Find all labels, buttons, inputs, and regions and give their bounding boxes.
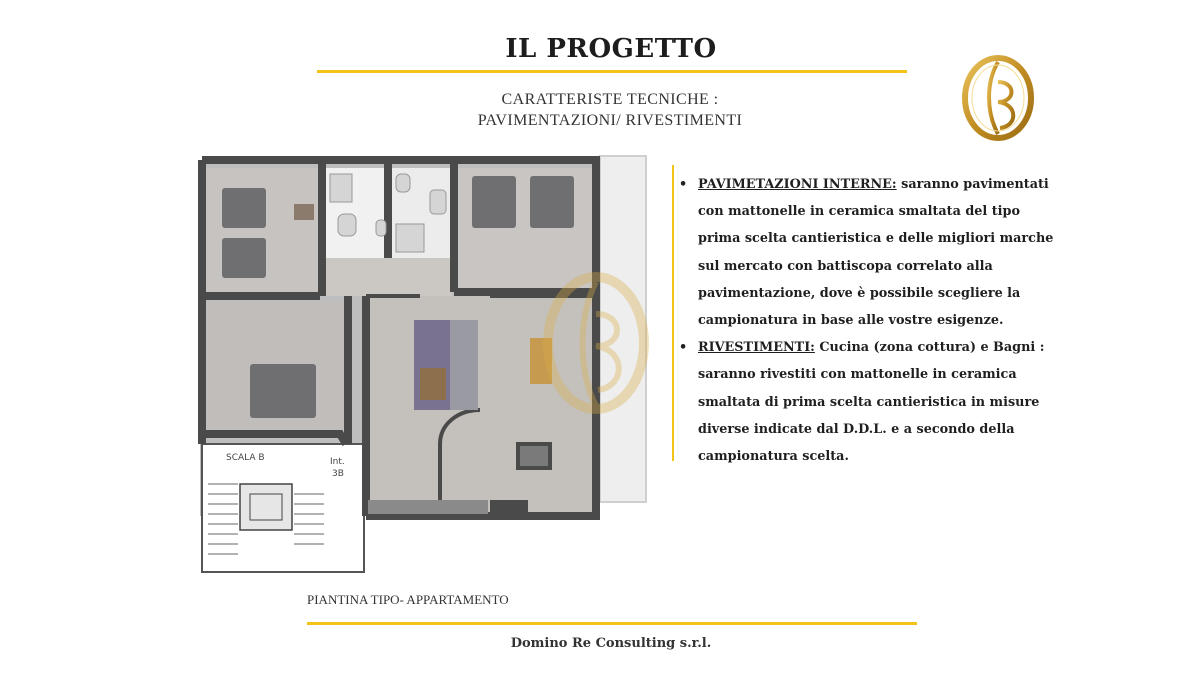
- subtitle-line-1: CARATTERISTE TECNICHE :: [501, 91, 719, 108]
- subtitle-line-2: PAVIMENTAZIONI/ RIVESTIMENTI: [477, 112, 743, 129]
- unit-label-line-2: 3B: [332, 469, 344, 479]
- spec-text-coverings: Cucina (zona cottura) e Bagni : saranno rivestiti con mattonelle in ceramica smaltata di prima scelta cantieristica in misure diverse indicate dal D.D.L. e a secondo della campionatura scelta.: [698, 340, 1045, 465]
- bullet-icon: •: [679, 340, 688, 356]
- bullet-icon: •: [679, 177, 688, 192]
- monogram-logo-icon: [958, 52, 1038, 144]
- title-underline: [317, 70, 907, 73]
- page-title: IL PROGETTO: [505, 34, 717, 64]
- stair-label: SCALA B: [226, 453, 265, 463]
- spec-text-floors: saranno pavimentati con mattonelle in ceramica smaltata del tipo prima scelta cantieristica e delle migliori marche sul mercato con battiscopa correlato alla pavimentazione, dove è possibile scegliere la campionatura in base alle vostre esigenze.: [698, 177, 1054, 329]
- spec-heading-floors: PAVIMETAZIONI INTERNE:: [698, 177, 897, 192]
- spec-heading-coverings: RIVESTIMENTI:: [698, 340, 815, 356]
- spec-item-coverings: [679, 334, 1064, 470]
- watermark-logo-icon: [540, 268, 652, 418]
- unit-label-line-1: Int.: [330, 457, 345, 467]
- spec-list: [679, 171, 1064, 470]
- footer-rule: [307, 622, 917, 625]
- spec-divider: [672, 165, 674, 461]
- footer-company: Domino Re Consulting s.r.l.: [510, 636, 712, 651]
- spec-item-floors: [679, 171, 1064, 334]
- floor-plan-caption: PIANTINA TIPO- APPARTAMENTO: [307, 592, 509, 607]
